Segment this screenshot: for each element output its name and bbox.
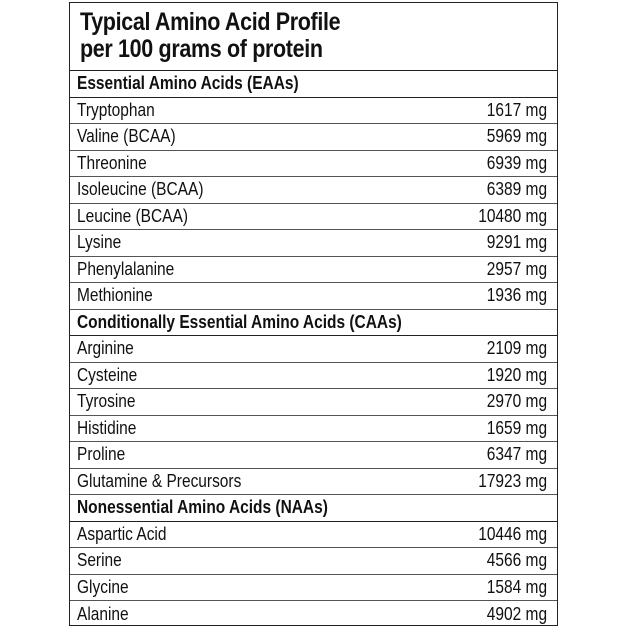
title-line-2: per 100 grams of protein [80, 35, 323, 63]
table-row [70, 522, 557, 549]
table-row [70, 442, 557, 469]
amino-acid-amount: 1659 mg [486, 417, 547, 438]
section-heading: Conditionally Essential Amino Acids (CAAs) [77, 311, 402, 332]
amino-acid-name: Methionine [77, 285, 153, 306]
table-row [70, 204, 557, 231]
amino-acid-name: Threonine [77, 152, 147, 173]
amino-acid-amount: 4902 mg [486, 603, 547, 624]
amino-acid-name: Leucine (BCAA) [77, 205, 188, 226]
amino-acid-name: Tyrosine [77, 391, 136, 412]
table-row [70, 389, 557, 416]
amino-acid-name: Phenylalanine [77, 258, 175, 279]
table-row [70, 124, 557, 151]
amino-acid-name: Tryptophan [77, 99, 155, 120]
table-row [70, 257, 557, 284]
amino-acid-profile-table [69, 2, 558, 626]
section-header [70, 71, 557, 98]
amino-acid-amount: 17923 mg [478, 470, 547, 491]
amino-acid-name: Aspartic Acid [77, 523, 167, 544]
section-header [70, 310, 557, 337]
amino-acid-amount: 10480 mg [478, 205, 547, 226]
amino-acid-amount: 4566 mg [486, 550, 547, 571]
section-header [70, 495, 557, 522]
amino-acid-amount: 2970 mg [486, 391, 547, 412]
section-heading: Nonessential Amino Acids (NAAs) [77, 497, 328, 518]
table-row [70, 98, 557, 125]
amino-acid-amount: 2109 mg [486, 338, 547, 359]
title-line-1: Typical Amino Acid Profile [80, 8, 341, 36]
amino-acid-name: Histidine [77, 417, 137, 438]
amino-acid-name: Alanine [77, 603, 129, 624]
amino-acid-name: Glutamine & Precursors [77, 470, 242, 491]
table-title [70, 3, 557, 71]
table-row [70, 416, 557, 443]
amino-acid-amount: 6347 mg [486, 444, 547, 465]
amino-acid-amount: 6389 mg [486, 179, 547, 200]
amino-acid-name: Cysteine [77, 364, 138, 385]
table-body [70, 71, 557, 628]
amino-acid-name: Isoleucine (BCAA) [77, 179, 204, 200]
table-row [70, 177, 557, 204]
table-row [70, 548, 557, 575]
amino-acid-amount: 1584 mg [486, 576, 547, 597]
amino-acid-amount: 5969 mg [486, 126, 547, 147]
table-row [70, 151, 557, 178]
amino-acid-amount: 2957 mg [486, 258, 547, 279]
amino-acid-name: Lysine [77, 232, 122, 253]
amino-acid-name: Serine [77, 550, 122, 571]
amino-acid-amount: 1936 mg [486, 285, 547, 306]
table-row [70, 283, 557, 310]
table-row [70, 601, 557, 628]
amino-acid-amount: 10446 mg [478, 523, 547, 544]
amino-acid-amount: 6939 mg [486, 152, 547, 173]
table-row [70, 336, 557, 363]
amino-acid-name: Proline [77, 444, 126, 465]
amino-acid-amount: 9291 mg [486, 232, 547, 253]
amino-acid-amount: 1920 mg [486, 364, 547, 385]
table-row [70, 230, 557, 257]
table-row [70, 363, 557, 390]
amino-acid-name: Glycine [77, 576, 129, 597]
table-row [70, 575, 557, 602]
amino-acid-name: Arginine [77, 338, 134, 359]
amino-acid-amount: 1617 mg [486, 99, 547, 120]
section-heading: Essential Amino Acids (EAAs) [77, 73, 299, 94]
amino-acid-name: Valine (BCAA) [77, 126, 176, 147]
table-row [70, 469, 557, 496]
